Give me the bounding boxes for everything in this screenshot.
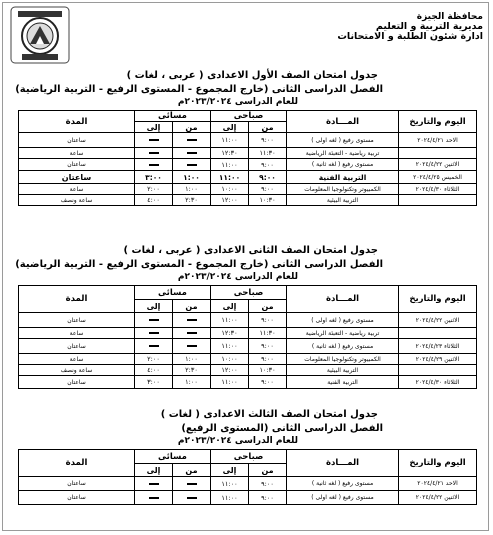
row-evening-from: ١:٠٠: [173, 184, 211, 195]
row-duration: ساعتان: [19, 491, 135, 505]
directorate-header: [337, 12, 483, 42]
row-morning-to: ١١:٠٠: [211, 376, 249, 389]
row-subject: مستوى رفيع ( لغه ثانية ): [287, 339, 399, 354]
row-morning-to: ١١:٠٠: [211, 313, 249, 328]
row-day-date: الاثنين ٢٠٢٤/٤/٢٢: [399, 491, 477, 505]
row-evening-from: ٢:٣٠: [173, 195, 211, 206]
col-header-evening: مسائى: [135, 450, 211, 464]
row-evening-to: ٣:٠٠: [135, 376, 173, 389]
row-subject: تربية رياضية - التعبئة الرياضية: [287, 148, 399, 159]
row-evening-from: ١:٠٠: [173, 376, 211, 389]
directorate-logo: [10, 6, 70, 64]
row-morning-from: ١١:٣٠: [249, 328, 287, 339]
section-year: للعام الدراسى ٢٠٢٣/٢٠٢٤م: [177, 272, 298, 282]
empty-dash: [149, 332, 159, 334]
empty-dash: [149, 483, 159, 485]
row-morning-to: ١٢:٣٠: [211, 328, 249, 339]
col-header-subject: المـــادة: [287, 450, 399, 477]
row-duration: ساعة: [19, 184, 135, 195]
header-line-administration: ادارة شئون الطلبة و الامتحانات: [337, 31, 483, 42]
empty-dash: [187, 152, 197, 154]
row-duration: ساعتان: [19, 133, 135, 148]
empty-dash: [187, 497, 197, 499]
section-subtitle: الفصل الدراسى الثانى (المستوى الرفيع): [181, 423, 383, 434]
row-morning-to: ١١:٠٠: [211, 171, 249, 184]
table-row: [19, 365, 477, 376]
empty-dash: [149, 319, 159, 321]
row-duration: ساعتان: [19, 171, 135, 184]
table-row: [19, 195, 477, 206]
col-header-day: اليوم والتاريخ: [399, 286, 477, 313]
row-subject: مستوى رفيع ( لغه اولى ): [287, 133, 399, 148]
row-day-date: [399, 328, 477, 339]
table-row: [19, 159, 477, 171]
col-header-morning: صباحى: [211, 111, 287, 122]
col-header-subject: المـــادة: [287, 286, 399, 313]
schedule-table: [18, 285, 477, 389]
row-evening-from: [173, 491, 211, 505]
row-evening-to: ٣:٠٠: [135, 171, 173, 184]
row-duration: ساعتان: [19, 313, 135, 328]
col-header-morning-to: إلى: [211, 464, 249, 477]
col-header-morning-from: من: [249, 464, 287, 477]
empty-dash: [187, 345, 197, 347]
row-morning-to: ١٠:٠٠: [211, 184, 249, 195]
row-morning-to: ١٢:٣٠: [211, 148, 249, 159]
row-day-date: الاثنين ٢٠٢٤/٤/٢٢: [399, 159, 477, 171]
row-duration: ساعتان: [19, 376, 135, 389]
row-morning-to: ١١:٠٠: [211, 159, 249, 171]
col-header-morning-to: إلى: [211, 300, 249, 313]
empty-dash: [149, 345, 159, 347]
col-header-morning: صباحى: [211, 286, 287, 300]
row-evening-to: [135, 328, 173, 339]
row-morning-from: ٩:٠٠: [249, 184, 287, 195]
table-header-row: [19, 111, 477, 122]
row-morning-to: ١٢:٠٠: [211, 195, 249, 206]
empty-dash: [187, 319, 197, 321]
table-row: [19, 328, 477, 339]
row-duration: ساعة ونصف: [19, 365, 135, 376]
row-duration: ساعتان: [19, 159, 135, 171]
row-evening-from: ١:٠٠: [173, 171, 211, 184]
row-evening-to: [135, 133, 173, 148]
row-evening-to: ٢:٠٠: [135, 184, 173, 195]
col-header-evening-to: إلى: [135, 464, 173, 477]
col-header-evening-from: من: [173, 122, 211, 133]
row-morning-from: ١١:٣٠: [249, 148, 287, 159]
row-duration: ساعة: [19, 354, 135, 365]
row-morning-to: ١٢:٠٠: [211, 365, 249, 376]
section-subtitle: الفصل الدراسى الثانى (خارج المجموع - المستوى الرفيع - التربية الرياضية): [15, 259, 383, 270]
row-morning-from: ٩:٠٠: [249, 313, 287, 328]
row-subject: الكمبيوتر وتكنولوجيا المعلومات: [287, 354, 399, 365]
row-evening-to: [135, 148, 173, 159]
col-header-evening: مسائى: [135, 111, 211, 122]
row-subject: التربية البيئية: [287, 195, 399, 206]
row-evening-from: [173, 339, 211, 354]
row-evening-from: ١:٠٠: [173, 354, 211, 365]
row-day-date: الاحد ٢٠٢٤/٤/٢١: [399, 133, 477, 148]
col-header-subject: المـــادة: [287, 111, 399, 133]
row-duration: ساعتان: [19, 339, 135, 354]
row-day-date: الاثنين ٢٠٢٤/٤/٢٢: [399, 313, 477, 328]
row-evening-from: ٢:٣٠: [173, 365, 211, 376]
empty-dash: [187, 483, 197, 485]
col-header-evening: مسائى: [135, 286, 211, 300]
row-evening-from: [173, 133, 211, 148]
row-morning-from: ٩:٠٠: [249, 354, 287, 365]
row-evening-to: ٢:٠٠: [135, 354, 173, 365]
empty-dash: [149, 164, 159, 166]
row-day-date: الاثنين ٢٠٢٤/٤/٢٩: [399, 354, 477, 365]
empty-dash: [187, 164, 197, 166]
section-subtitle: الفصل الدراسى الثانى (خارج المجموع - المستوى الرفيع - التربية الرياضية): [15, 84, 383, 95]
empty-dash: [149, 152, 159, 154]
row-evening-to: [135, 477, 173, 491]
col-header-evening-to: إلى: [135, 122, 173, 133]
col-header-morning: صباحى: [211, 450, 287, 464]
row-morning-from: ٩:٠٠: [249, 491, 287, 505]
row-evening-to: ٤:٠٠: [135, 195, 173, 206]
table-row: [19, 376, 477, 389]
table-row: [19, 313, 477, 328]
row-day-date: الثلاثاء ٢٠٢٤/٤/٣٠: [399, 184, 477, 195]
row-morning-from: ٩:٠٠: [249, 133, 287, 148]
section-title: جدول امتحان الصف الثانى الاعدادى ( عربى ، لغات ): [123, 245, 378, 256]
row-morning-from: ٩:٠٠: [249, 477, 287, 491]
row-day-date: [399, 365, 477, 376]
row-subject: التربية الفنية: [287, 376, 399, 389]
row-subject: مستوى رفيع ( لغه اولى ): [287, 313, 399, 328]
header-line-directorate: مديرية التربية و التعليم: [375, 21, 483, 32]
col-header-day: اليوم والتاريخ: [399, 450, 477, 477]
section-year: للعام الدراسى ٢٠٢٣/٢٠٢٤م: [177, 436, 298, 446]
row-evening-to: [135, 491, 173, 505]
table-row: [19, 148, 477, 159]
row-day-date: [399, 195, 477, 206]
col-header-morning-from: من: [249, 300, 287, 313]
row-subject: مستوى رفيع ( لغه اولى ): [287, 491, 399, 505]
row-morning-from: ١٠:٣٠: [249, 195, 287, 206]
row-day-date: [399, 148, 477, 159]
row-day-date: الاحد ٢٠٢٤/٤/٢١: [399, 477, 477, 491]
empty-dash: [149, 497, 159, 499]
row-morning-to: ١١:٠٠: [211, 339, 249, 354]
row-morning-to: ١٠:٠٠: [211, 354, 249, 365]
col-header-evening-from: من: [173, 464, 211, 477]
row-evening-to: [135, 159, 173, 171]
section-title: جدول امتحان الصف الأول الاعدادى ( عربى ، لغات ): [126, 70, 378, 81]
section-title: جدول امتحان الصف الثالث الاعدادى ( لغات ): [160, 409, 378, 420]
row-evening-from: [173, 477, 211, 491]
row-duration: ساعتان: [19, 477, 135, 491]
empty-dash: [187, 139, 197, 141]
row-evening-to: [135, 339, 173, 354]
col-header-day: اليوم والتاريخ: [399, 111, 477, 133]
row-day-date: الثلاثاء ٢٠٢٤/٤/٢٣: [399, 339, 477, 354]
row-evening-to: ٤:٠٠: [135, 365, 173, 376]
row-morning-from: ٩:٠٠: [249, 159, 287, 171]
table-header-row: [19, 286, 477, 300]
row-day-date: الخميس ٢٠٢٤/٤/٢٥: [399, 171, 477, 184]
row-morning-to: ١١:٠٠: [211, 491, 249, 505]
schedule-table: [18, 110, 477, 206]
row-evening-from: [173, 148, 211, 159]
col-header-evening-to: إلى: [135, 300, 173, 313]
row-evening-from: [173, 328, 211, 339]
row-morning-from: ٩:٠٠: [249, 171, 287, 184]
empty-dash: [149, 139, 159, 141]
row-subject: التربية البيئية: [287, 365, 399, 376]
schedule-table: [18, 449, 477, 505]
row-evening-from: [173, 159, 211, 171]
row-morning-to: ١١:٠٠: [211, 133, 249, 148]
row-morning-from: ٩:٠٠: [249, 339, 287, 354]
row-subject: التربية الفنية: [287, 171, 399, 184]
table-row: [19, 133, 477, 148]
row-duration: ساعة: [19, 328, 135, 339]
table-row: [19, 354, 477, 365]
row-subject: مستوى رفيع ( لغه ثانية ): [287, 477, 399, 491]
row-duration: ساعة: [19, 148, 135, 159]
table-row: [19, 339, 477, 354]
section-year: للعام الدراسى ٢٠٢٣/٢٠٢٤م: [177, 97, 298, 107]
row-morning-to: ١١:٠٠: [211, 477, 249, 491]
row-morning-from: ١٠:٣٠: [249, 365, 287, 376]
table-row: [19, 477, 477, 491]
row-subject: تربية رياضية - التعبئة الرياضية: [287, 328, 399, 339]
col-header-duration: المدة: [19, 111, 135, 133]
header-line-governorate: محافظة الجيزة: [416, 12, 483, 22]
table-row: [19, 491, 477, 505]
row-subject: الكمبيوتر وتكنولوجيا المعلومات: [287, 184, 399, 195]
row-duration: ساعة ونصف: [19, 195, 135, 206]
table-row: [19, 184, 477, 195]
col-header-duration: المدة: [19, 450, 135, 477]
empty-dash: [187, 332, 197, 334]
row-evening-to: [135, 313, 173, 328]
col-header-duration: المدة: [19, 286, 135, 313]
table-row: [19, 171, 477, 184]
row-morning-from: ٩:٠٠: [249, 376, 287, 389]
col-header-morning-from: من: [249, 122, 287, 133]
row-evening-from: [173, 313, 211, 328]
table-header-row: [19, 450, 477, 464]
row-subject: مستوى رفيع ( لغه ثانية ): [287, 159, 399, 171]
row-day-date: الثلاثاء ٢٠٢٤/٤/٣٠: [399, 376, 477, 389]
col-header-morning-to: إلى: [211, 122, 249, 133]
col-header-evening-from: من: [173, 300, 211, 313]
